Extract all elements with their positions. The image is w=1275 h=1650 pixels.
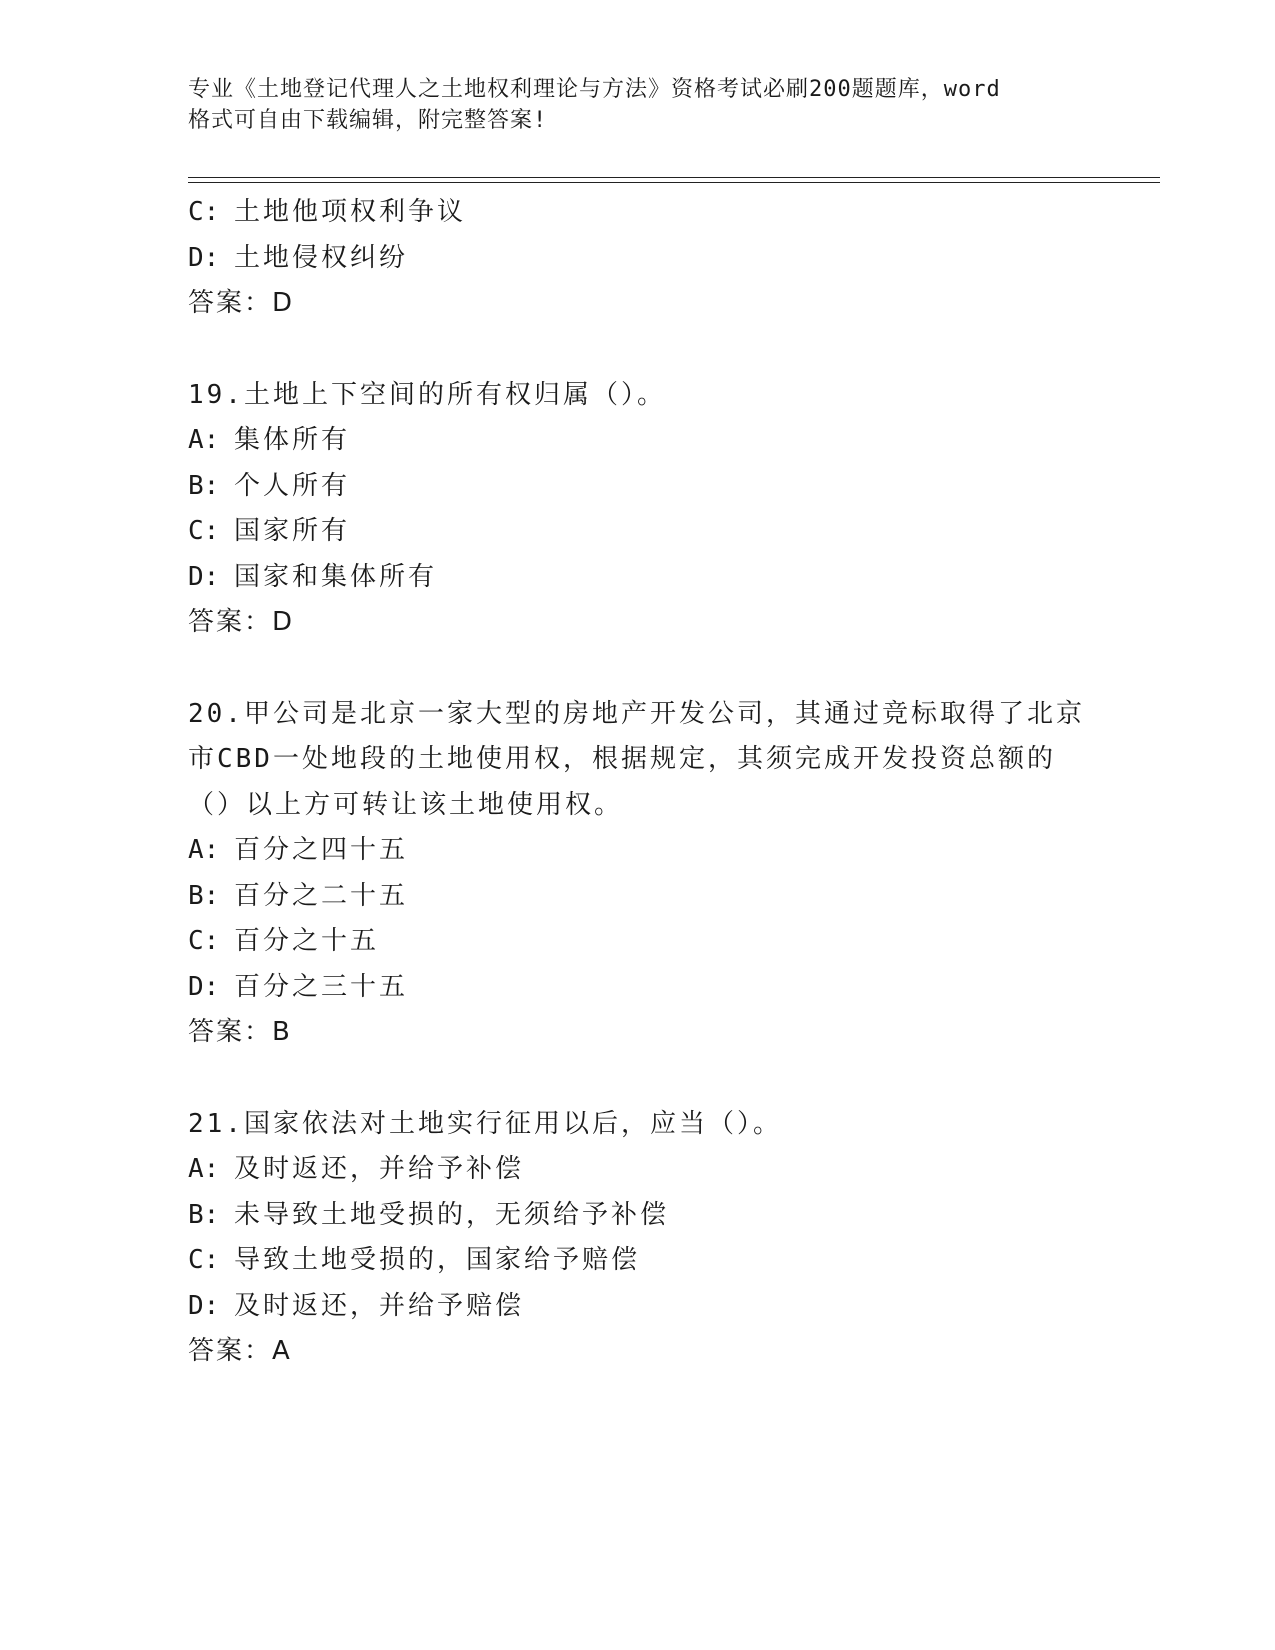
option-text: 国家所有 [234,516,351,546]
option-text: 国家和集体所有 [234,561,438,592]
question-text: 21.国家依法对土地实行征用以后，应当（）。 [188,1108,782,1139]
prev-question-block [188,190,1088,327]
option-c [188,919,1088,965]
option-text: 导致土地受损的，国家给予赔偿 [234,1245,641,1275]
option-key: A: [188,835,220,865]
question-list [188,190,1088,1375]
option-key: C: [188,926,220,956]
option-key: C: [188,197,220,227]
option-c [188,190,1088,236]
option-key: D: [188,1290,220,1321]
option-a [188,828,1088,874]
option-key: C: [188,1245,220,1275]
option-key: D: [188,971,220,1002]
option-text: 土地他项权利争议 [234,197,467,227]
option-text: 及时返还，并给予补偿 [234,1154,525,1184]
answer-line: 答案：A [188,1336,292,1366]
option-d [188,965,1088,1011]
option-b [188,1193,1088,1239]
question-text: 19.土地上下空间的所有权归属（）。 [188,379,666,410]
option-key: A: [188,1154,220,1184]
option-d [188,1284,1088,1330]
header-divider-top [188,177,1160,178]
option-text: 未导致土地受损的，无须给予补偿 [234,1199,670,1230]
option-b [188,464,1088,510]
answer-line: 答案：D [188,288,295,318]
option-c [188,509,1088,555]
option-text: 百分之二十五 [234,880,409,911]
option-text: 个人所有 [234,470,351,501]
option-key: D: [188,242,220,273]
document-header [188,74,1068,136]
option-key: A: [188,425,220,455]
option-b [188,874,1088,920]
header-title-line-1: 专业《土地登记代理人之土地权利理论与方法》资格考试必刷200题题库，word [188,77,1001,102]
header-divider-bottom [188,182,1160,183]
option-d [188,555,1088,601]
question-text-line-2: 市CBD一处地段的土地使用权，根据规定，其须完成开发投资总额的 [188,744,1056,774]
answer-line: 答案：B [188,1017,292,1047]
option-key: B: [188,1199,220,1230]
option-a [188,1147,1088,1193]
option-d [188,236,1088,282]
option-text: 百分之四十五 [234,835,409,865]
answer-line: 答案：D [188,607,295,637]
option-key: B: [188,470,220,501]
option-key: C: [188,516,220,546]
question-text-line-1: 20.甲公司是北京一家大型的房地产开发公司，其通过竞标取得了北京 [188,698,1085,729]
option-c [188,1238,1088,1284]
option-text: 土地侵权纠纷 [234,242,409,273]
option-key: D: [188,561,220,592]
question-20 [188,692,1088,1056]
question-text-line-3: （）以上方可转让该土地使用权。 [188,789,624,820]
option-text: 及时返还，并给予赔偿 [234,1290,525,1321]
option-text: 百分之三十五 [234,971,409,1002]
option-text: 百分之十五 [234,926,380,956]
question-21 [188,1102,1088,1375]
question-19 [188,373,1088,646]
header-title-line-2: 格式可自由下载编辑，附完整答案! [188,108,548,133]
option-key: B: [188,880,220,911]
option-text: 集体所有 [234,425,351,455]
option-a [188,418,1088,464]
